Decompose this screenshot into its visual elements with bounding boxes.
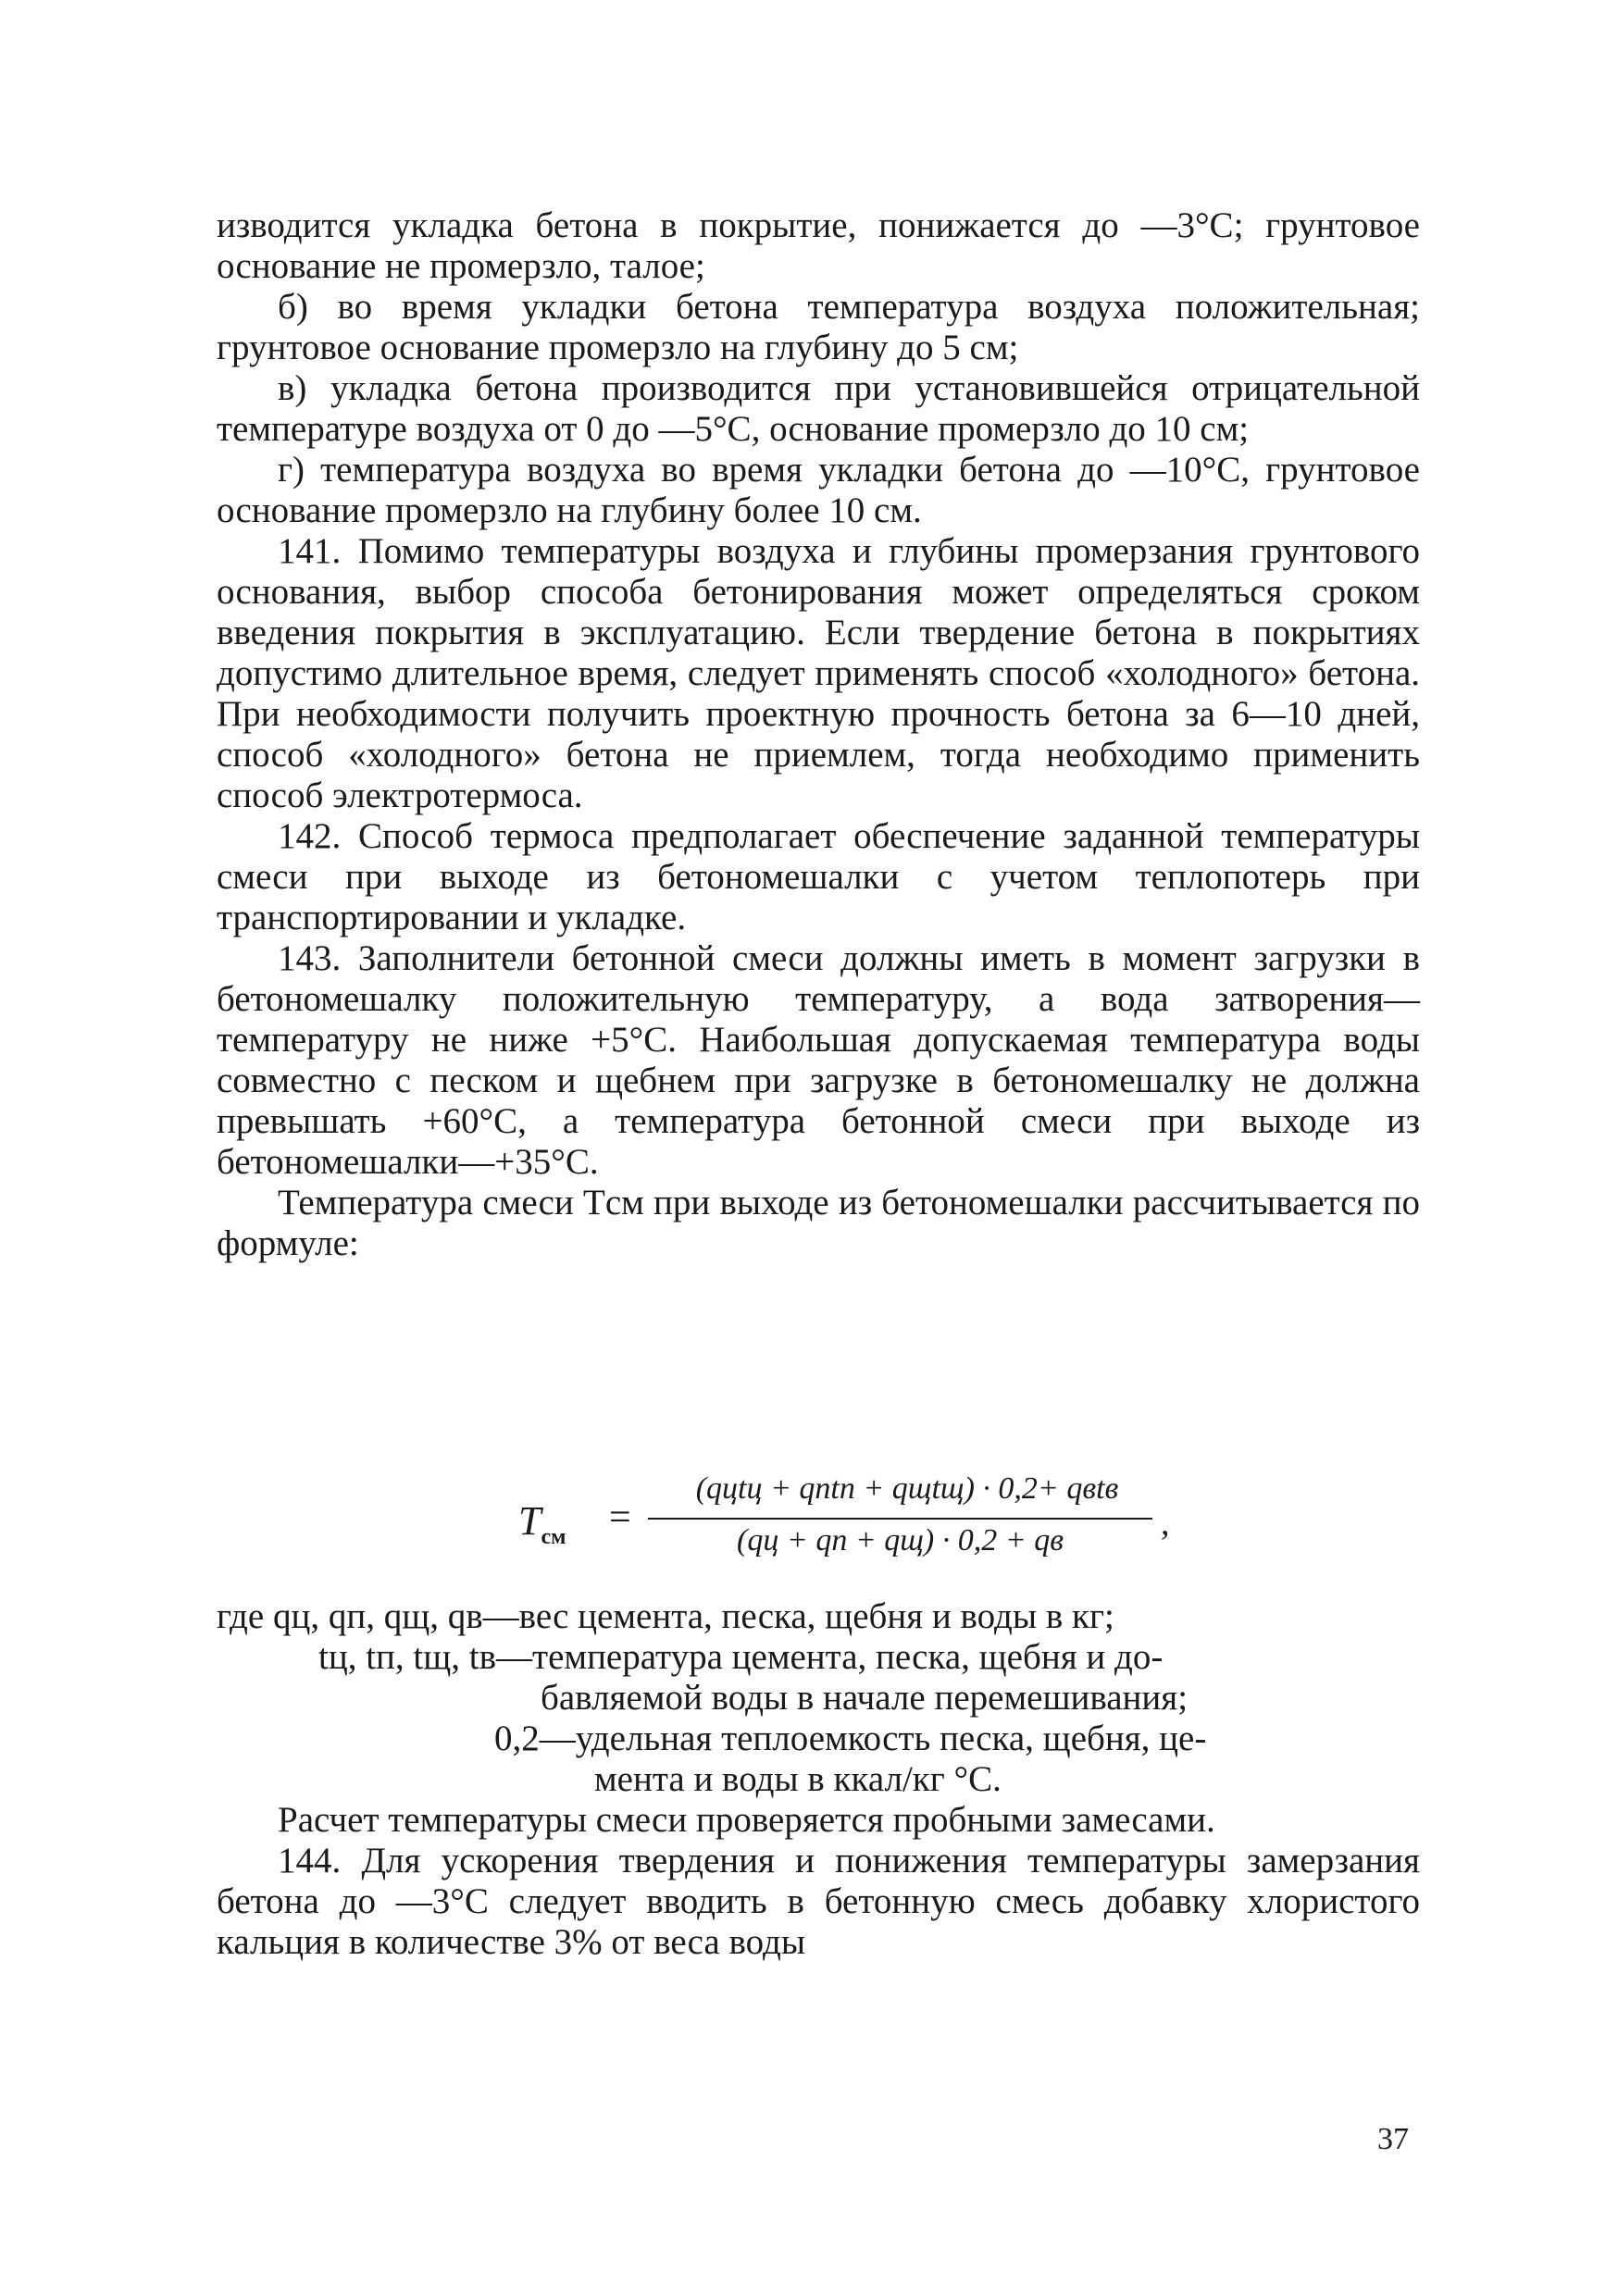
formula-lhs: $T_{см}$ [518,1498,566,1549]
formula-comma: , [1161,1504,1170,1543]
formula-equals: = [609,1496,631,1539]
legend-row-weights: где qц, qп, qщ, qв—вес цемента, песка, щебня и воды в кг; [217,1596,1114,1636]
body-text-top [217,205,1420,1264]
legend-row-heat-capacity-head: 0,2—удельная теплоемкость песка, щебня, це- [494,1719,1207,1758]
legend-row-heat-capacity [494,1719,1420,1800]
legend-row-temperatures-cont: бавляемой воды в начале перемешивания; [541,1678,1189,1718]
legend-row-temperatures-head: tц, tп, tщ, tв—температура цемента, песка, щебня и до- [318,1637,1164,1677]
paragraph-v: в) укладка бетона производится при установившейся отрицательной температуре воздуха от 0 до —5°С, основание промерзло до 10 см; [217,368,1420,449]
paragraph-143: 143. Заполнители бетонной смеси должны иметь в момент загрузки в бетономешалку положительную температуру, а вода затворения—температуру не ниже +5°С. Наибольшая допускаемая температура воды совместно с песком и щебнем при загрузке в бетономешалку не должна превышать +60°С, а температура бетонной смеси при выходе из бетономешалки—+35°С. [217,938,1420,1182]
paragraph-141: 141. Помимо температуры воздуха и глубины промерзания грунтового основания, выбор способа бетонирования может определяться сроком введения покрытия в эксплуатацию. Если твердение бетона в покрытиях допустимо длительное время, следует применять способ «холодного» бетона. При необходимости получить проектную прочность бетона за 6—10 дней, способ «холодного» бетона не приемлем, тогда необходимо применить способ электротермоса. [217,531,1420,815]
formula-legend [217,1596,1420,1963]
formula-denominator: (qц + qп + qщ) · 0,2 + qв [737,1523,1064,1558]
page-number: 37 [1377,2122,1409,2156]
paragraph-check: Расчет температуры смеси проверяется пробными замесами. [278,1800,1215,1840]
paragraph-formula-intro: Температура смеси Tсм при выходе из бетономешалки рассчитывается по формуле: [217,1183,1420,1263]
formula-numerator: (qцtц + qпtп + qщtщ) · 0,2+ qвtв [695,1471,1119,1506]
formula-fraction-bar [648,1518,1152,1520]
temperature-formula [518,1471,1185,1573]
legend-row-heat-capacity-cont: мента и воды в ккал/кг °С. [594,1759,1002,1799]
paragraph-g: г) температура воздуха во время укладки бетона до —10°С, грунтовое основание промерзло на глубину более 10 см. [217,450,1420,530]
paragraph-a-continuation: изводится укладка бетона в покрытие, понижается до —3°С; грунтовое основание не промерзло, талое; [217,205,1420,286]
paragraph-144: 144. Для ускорения твердения и понижения температуры замерзания бетона до —3°С следует вводить в бетонную смесь добавку хлористого кальция в количестве 3% от веса воды [217,1841,1420,1962]
paragraph-b: б) во время укладки бетона температура воздуха положительная; грунтовое основание промерзло на глубину до 5 см; [217,287,1420,367]
paragraph-142: 142. Способ термоса предполагает обеспечение заданной температуры смеси при выходе из бетономешалки с учетом теплопотерь при транспортировании и укладке. [217,816,1420,937]
legend-row-temperatures [318,1637,1420,1719]
